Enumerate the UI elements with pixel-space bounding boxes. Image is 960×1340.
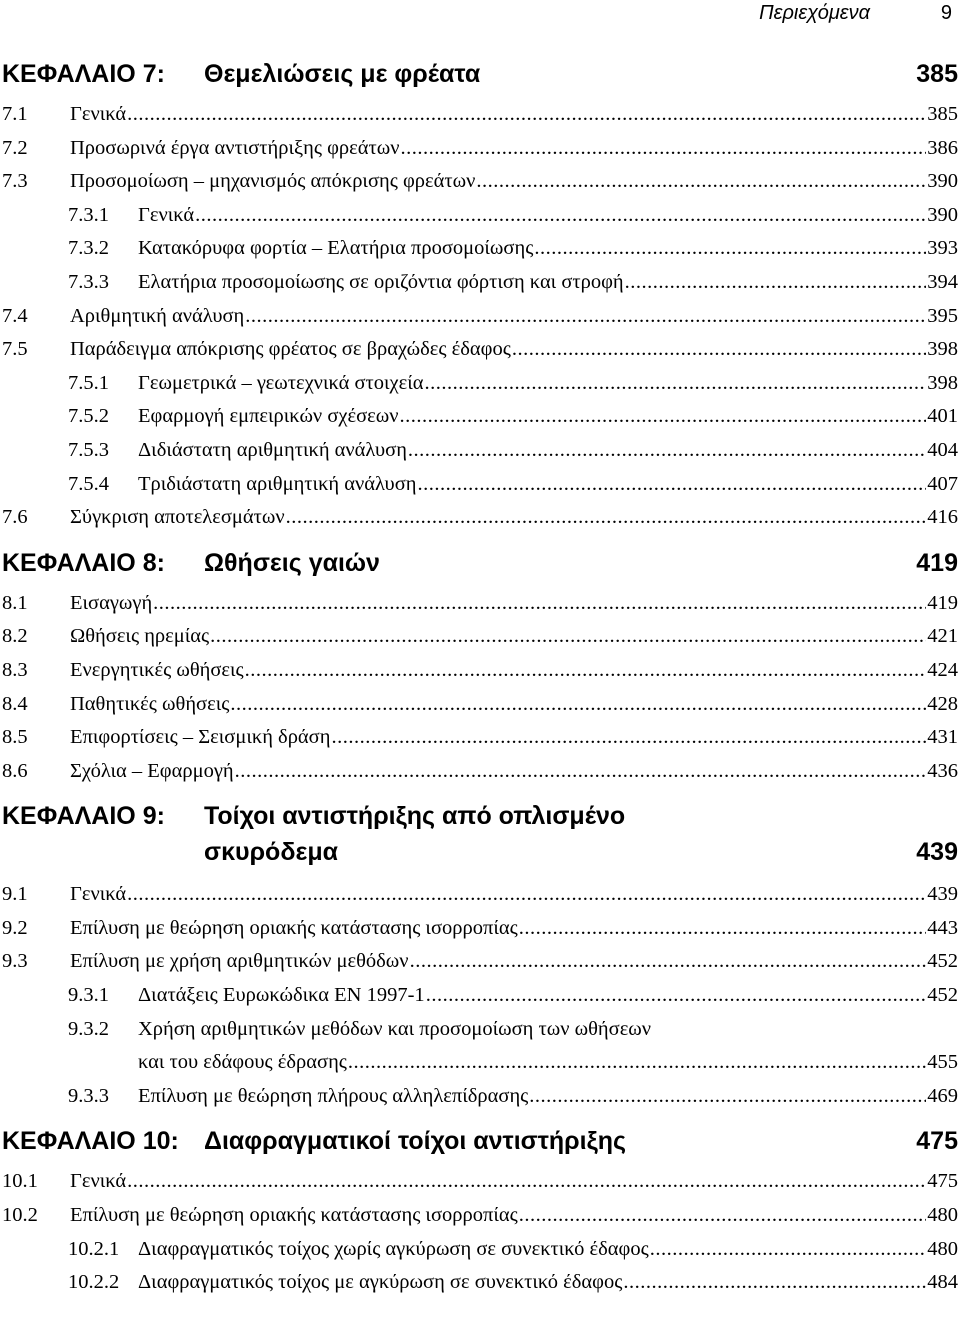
entry-page-number: 386 (927, 136, 958, 159)
dot-leader (127, 878, 926, 912)
entry-text: Επίλυση με θεώρηση οριακής κατάστασης ισορροπίας (70, 1204, 518, 1227)
entry-body (138, 1233, 958, 1267)
entry-page-number: 475 (927, 1170, 958, 1193)
entry-number: 8.5 (2, 726, 28, 749)
toc-entry (2, 587, 958, 621)
entry-body (70, 300, 958, 334)
entry-text: Διαφραγματικός τοίχος με αγκύρωση σε συνεκτικό έδαφος (138, 1271, 623, 1294)
toc-entry (2, 1013, 958, 1047)
entry-page-number: 401 (927, 405, 958, 428)
dot-leader (417, 468, 926, 502)
entry-text: Ελατήρια προσομοίωσης σε οριζόντια φόρτιση και στροφή (138, 270, 624, 293)
chapter-label: ΚΕΦΑΛΑΙΟ 7: (2, 60, 165, 88)
entry-text: Γενικά (70, 883, 127, 906)
chapter-heading (2, 802, 958, 878)
entry-page-number: 480 (927, 1237, 958, 1260)
entry-number: 8.3 (2, 658, 28, 681)
entry-body (70, 654, 958, 688)
entry-body (138, 1080, 958, 1114)
dot-leader (245, 300, 926, 334)
entry-page-number: 424 (927, 658, 958, 681)
entry-page-number: 452 (927, 984, 958, 1007)
entry-page-number: 385 (927, 103, 958, 125)
entry-text: Προσωρινά έργα αντιστήριξης φρεάτων (70, 136, 400, 159)
entry-text: Επίλυση με χρήση αριθμητικών μεθόδων (70, 950, 409, 973)
entry-number: 7.5.2 (68, 405, 109, 428)
chapter-heading (2, 549, 958, 587)
entry-body (70, 501, 958, 535)
entry-body (138, 199, 958, 233)
chapter-page-number: 385 (916, 60, 958, 88)
chapter-label: ΚΕΦΑΛΑΙΟ 10: (2, 1127, 179, 1156)
toc-entry (2, 688, 958, 722)
dot-leader (650, 1233, 927, 1267)
dot-leader (286, 501, 927, 535)
toc-entry (2, 367, 958, 401)
dot-leader (410, 945, 927, 979)
toc-entry (2, 878, 958, 912)
toc-entry (2, 165, 958, 199)
dot-leader (625, 266, 927, 300)
entry-text: Τριδιάστατη αριθμητική ανάλυση (138, 472, 417, 495)
entry-page-number: 416 (927, 506, 958, 529)
toc-entry (2, 945, 958, 979)
entry-number: 9.3.3 (68, 1084, 109, 1107)
entry-body (138, 434, 958, 468)
entry-page-number: 390 (927, 203, 958, 226)
entry-text: Παράδειγμα απόκρισης φρέατος σε βραχώδες έδαφος (70, 338, 511, 361)
dot-leader (348, 1046, 926, 1080)
toc-entry (2, 755, 958, 789)
entry-text: Ενεργητικές ωθήσεις (70, 658, 244, 681)
entry-body (70, 1199, 958, 1233)
entry-page-number: 436 (927, 759, 958, 782)
dot-leader (245, 654, 927, 688)
entry-text: Παθητικές ωθήσεις (70, 692, 230, 715)
entry-number: 7.2 (2, 136, 28, 159)
dot-leader (519, 912, 927, 946)
toc-entry (2, 912, 958, 946)
entry-page-number: 469 (927, 1084, 958, 1107)
entry-number: 10.2.1 (68, 1237, 120, 1260)
entry-body (70, 620, 958, 654)
entry-page-number: 398 (927, 371, 958, 394)
toc-entry (2, 468, 958, 502)
toc-entry (2, 1165, 958, 1199)
page-header (252, 2, 952, 28)
header-page-number: 9 (940, 2, 952, 24)
entry-body (138, 232, 958, 266)
table-of-contents (2, 60, 958, 1300)
entry-number: 9.2 (2, 916, 28, 939)
chapter-page-number: 475 (916, 1127, 958, 1156)
entry-number: 8.4 (2, 692, 28, 715)
chapter-gap (2, 1113, 958, 1127)
entry-number: 7.4 (2, 304, 28, 327)
entry-page-number: 452 (927, 950, 958, 973)
entry-body (70, 98, 958, 132)
entry-number: 10.2 (2, 1204, 38, 1227)
entry-body (138, 1013, 958, 1047)
entry-number: 7.6 (2, 506, 28, 529)
toc-entry (2, 1080, 958, 1114)
entry-number: 8.2 (2, 625, 28, 648)
entry-body (70, 1165, 958, 1199)
entry-text: Ωθήσεις ηρεμίας (70, 625, 210, 648)
dot-leader (426, 979, 927, 1013)
chapter-title: Θεμελιώσεις με φρέατα (204, 60, 481, 88)
entry-text: Εισαγωγή (70, 591, 153, 614)
entry-page-number: 484 (927, 1271, 958, 1294)
toc-entry (2, 199, 958, 233)
chapter-heading (2, 60, 958, 98)
entry-number: 9.3 (2, 950, 28, 973)
entry-page-number: 395 (927, 304, 958, 327)
dot-leader (408, 434, 926, 468)
entry-number: 7.3.2 (68, 237, 109, 260)
toc-entry-continuation (2, 1046, 958, 1080)
toc-entry (2, 654, 958, 688)
toc-entry (2, 501, 958, 535)
chapter-label: ΚΕΦΑΛΑΙΟ 9: (2, 802, 165, 831)
entry-number: 9.3.2 (68, 1017, 109, 1040)
entry-page-number: 431 (927, 726, 958, 749)
entry-body (70, 587, 958, 621)
entry-text: Προσομοίωση – μηχανισμός απόκρισης φρεάτων (70, 170, 476, 193)
toc-entry (2, 266, 958, 300)
entry-body (138, 1266, 958, 1300)
dot-leader (153, 587, 926, 621)
entry-body (70, 755, 958, 789)
entry-number: 7.5 (2, 338, 28, 361)
entry-text-line2: και του εδάφους έδρασης (138, 1051, 347, 1074)
dot-leader (235, 755, 927, 789)
entry-number: 7.3.3 (68, 270, 109, 293)
entry-text: Επίλυση με θεώρηση πλήρους αλληλεπίδρασης (138, 1084, 529, 1107)
entry-number: 7.3 (2, 170, 28, 193)
entry-body (138, 979, 958, 1013)
entry-page-number: 439 (927, 883, 958, 906)
dot-leader (425, 367, 927, 401)
entry-text: Γενικά (138, 203, 195, 226)
chapter-title: Ωθήσεις γαιών (204, 548, 380, 577)
entry-page-number: 421 (927, 625, 958, 648)
entry-text: Γενικά (70, 1170, 127, 1193)
dot-leader (476, 165, 926, 199)
toc-entry (2, 721, 958, 755)
entry-body (70, 165, 958, 199)
entry-page-number: 404 (927, 438, 958, 461)
toc-entry (2, 400, 958, 434)
entry-body (138, 266, 958, 300)
chapter-title: Τοίχοι αντιστήριξης από οπλισμένο (204, 802, 626, 831)
entry-body (138, 1046, 958, 1080)
entry-page-number: 390 (927, 170, 958, 193)
dot-leader (230, 688, 926, 722)
chapter-title-line2: σκυρόδεμα (204, 838, 339, 867)
dot-leader (210, 620, 926, 654)
chapter-gap (2, 535, 958, 549)
toc-entry (2, 1266, 958, 1300)
dot-leader (331, 721, 926, 755)
dot-leader (127, 98, 926, 132)
dot-leader (529, 1080, 926, 1114)
entry-number: 7.5.4 (68, 472, 109, 495)
entry-number: 7.5.3 (68, 438, 109, 461)
entry-body (70, 721, 958, 755)
entry-text: Χρήση αριθμητικών μεθόδων και προσομοίωση των ωθήσεων (138, 1017, 652, 1040)
chapter-page-number: 419 (916, 548, 958, 577)
dot-leader (127, 1165, 926, 1199)
entry-page-number: 393 (927, 237, 958, 260)
entry-text: Διατάξεις Ευρωκώδικα ΕΝ 1997-1 (138, 984, 425, 1007)
toc-entry (2, 620, 958, 654)
chapter-gap (2, 788, 958, 802)
entry-page-number: 398 (927, 338, 958, 361)
toc-entry (2, 1233, 958, 1267)
entry-body (70, 333, 958, 367)
toc-entry (2, 98, 958, 132)
dot-leader (623, 1266, 926, 1300)
entry-number: 7.1 (2, 103, 28, 125)
dot-leader (195, 199, 926, 233)
entry-text: Διαφραγματικός τοίχος χωρίς αγκύρωση σε συνεκτικό έδαφος (138, 1237, 649, 1260)
entry-page-number: 443 (927, 916, 958, 939)
dot-leader (401, 132, 927, 166)
entry-body (138, 367, 958, 401)
entry-text: Γενικά (70, 103, 127, 125)
entry-number: 9.3.1 (68, 984, 109, 1007)
toc-entry (2, 300, 958, 334)
entry-body (138, 468, 958, 502)
entry-body (138, 400, 958, 434)
toc-entry (2, 132, 958, 166)
toc-entry (2, 434, 958, 468)
toc-entry (2, 979, 958, 1013)
dot-leader (519, 1199, 927, 1233)
entry-text: Σύγκριση αποτελεσμάτων (70, 506, 285, 529)
entry-text: Γεωμετρικά – γεωτεχνικά στοιχεία (138, 371, 424, 394)
entry-number: 10.2.2 (68, 1271, 120, 1294)
chapter-title: Διαφραγματικοί τοίχοι αντιστήριξης (204, 1127, 626, 1156)
entry-number: 10.1 (2, 1170, 38, 1193)
chapter-label: ΚΕΦΑΛΑΙΟ 8: (2, 548, 165, 577)
entry-text: Αριθμητική ανάλυση (70, 304, 245, 327)
entry-number: 7.3.1 (68, 203, 109, 226)
entry-page-number: 480 (927, 1204, 958, 1227)
entry-page-number: 455 (927, 1051, 958, 1074)
entry-page-number: 407 (927, 472, 958, 495)
toc-entry (2, 1199, 958, 1233)
entry-number: 8.6 (2, 759, 28, 782)
entry-text: Διδιάστατη αριθμητική ανάλυση (138, 438, 407, 461)
entry-page-number: 419 (927, 591, 958, 614)
entry-page-number: 428 (927, 692, 958, 715)
entry-text: Σχόλια – Εφαρμογή (70, 759, 234, 782)
entry-number: 9.1 (2, 883, 28, 906)
dot-leader (534, 232, 926, 266)
entry-number: 8.1 (2, 591, 28, 614)
entry-text: Κατακόρυφα φορτία – Ελατήρια προσομοίωσης (138, 237, 534, 260)
entry-page-number: 394 (927, 270, 958, 293)
entry-body (70, 878, 958, 912)
dot-leader (512, 333, 926, 367)
toc-entry (2, 333, 958, 367)
dot-leader (400, 400, 927, 434)
entry-body (70, 688, 958, 722)
entry-text: Επιφορτίσεις – Σεισμική δράση (70, 726, 331, 749)
entry-text: Εφαρμογή εμπειρικών σχέσεων (138, 405, 399, 428)
entry-text: Επίλυση με θεώρηση οριακής κατάστασης ισορροπίας (70, 916, 518, 939)
chapter-page-number: 439 (916, 838, 958, 867)
chapter-heading (2, 1127, 958, 1165)
entry-body (70, 912, 958, 946)
toc-entry (2, 232, 958, 266)
header-title: Περιεχόμενα (759, 2, 870, 24)
entry-body (70, 132, 958, 166)
entry-number: 7.5.1 (68, 371, 109, 394)
entry-body (70, 945, 958, 979)
